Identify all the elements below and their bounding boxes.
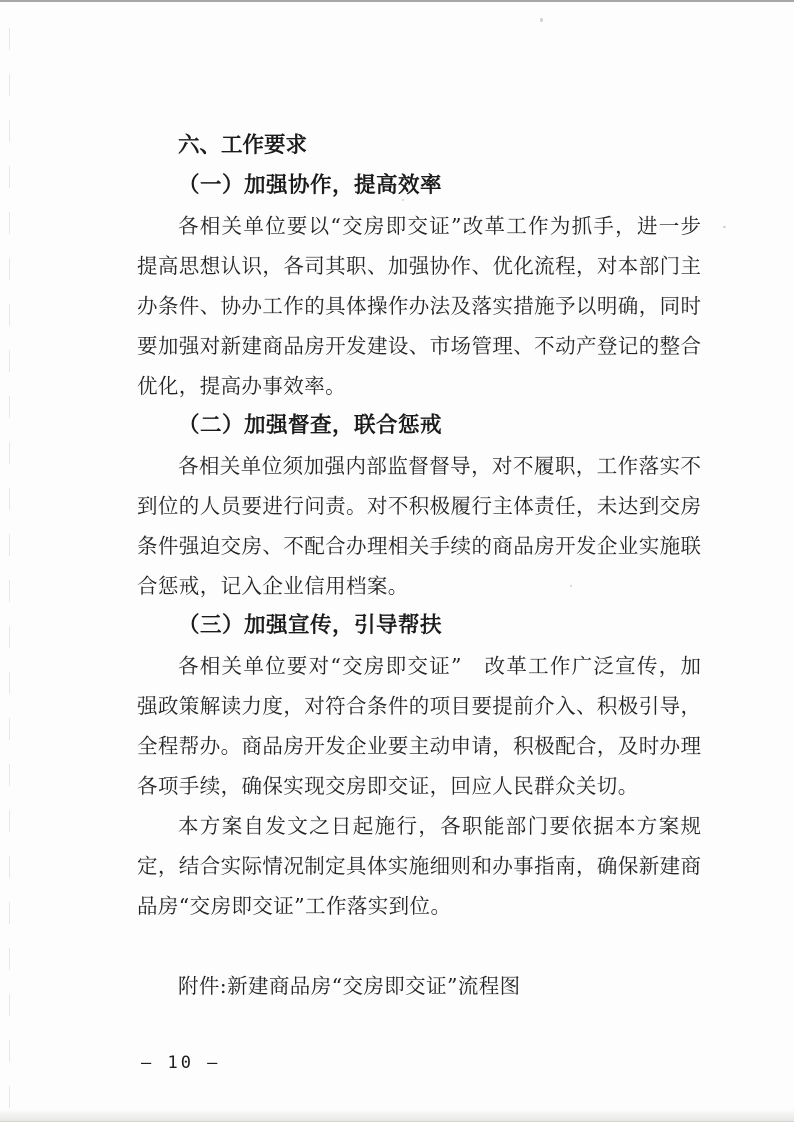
text-line: 优化，提高办事效率。 [137,374,346,398]
text-line: 全程帮办。商品房开发企业要主动申请，积极配合，及时办理 [137,734,701,758]
section-heading: （二）加强督查，联合惩戒 [178,413,443,438]
text-line: 到位的人员要进行问责。对不积极履行主体责任，未达到交房 [137,494,701,518]
text-line: 各相关单位须加强内部监督督导，对不履职，工作落实不 [178,454,701,478]
text-line: 定，结合实际情况制定具体实施细则和办事指南，确保新建商 [137,854,701,878]
text-line: 品房“交房即交证”工作落实到位。 [137,894,452,918]
scan-speck [723,226,726,228]
page-number: – 10 – [141,1053,221,1073]
scan-edge-top [0,0,794,2]
text-line: 各相关单位要以“交房即交证”改革工作为抓手，进一步 [178,214,701,238]
text-line: 合惩戒，记入企业信用档案。 [137,574,409,598]
text-line: 提高思想认识，各司其职、加强协作、优化流程，对本部门主 [137,254,701,278]
text-line: 要加强对新建商品房开发建设、市场管理、不动产登记的整合 [137,334,701,358]
scan-edge-bottom [0,1109,794,1122]
blank-line [137,926,701,966]
text-line: 办条件、协办工作的具体操作办法及落实措施予以明确，同时 [137,294,701,318]
section-heading: 六、工作要求 [178,133,308,158]
document-body [137,126,701,1006]
text-line: 条件强迫交房、不配合办理相关手续的商品房开发企业实施联 [137,534,701,558]
section-heading: （三）加强宣传，引导帮扶 [178,613,443,638]
section-heading: （一）加强协作，提高效率 [178,173,443,198]
text-line: 本方案自发文之日起施行，各职能部门要依据本方案规 [178,814,701,838]
attachment-note: 附件:新建商品房“交房即交证”流程图 [178,974,521,998]
text-line: 各相关单位要对“交房即交证” 改革工作广泛宣传，加 [178,654,701,678]
text-line: 各项手续，确保实现交房即交证，回应人民群众关切。 [137,774,639,798]
text-line: 强政策解读力度，对符合条件的项目要提前介入、积极引导， [137,694,701,718]
scan-speck [540,18,543,22]
scan-edge-left [9,28,10,1108]
